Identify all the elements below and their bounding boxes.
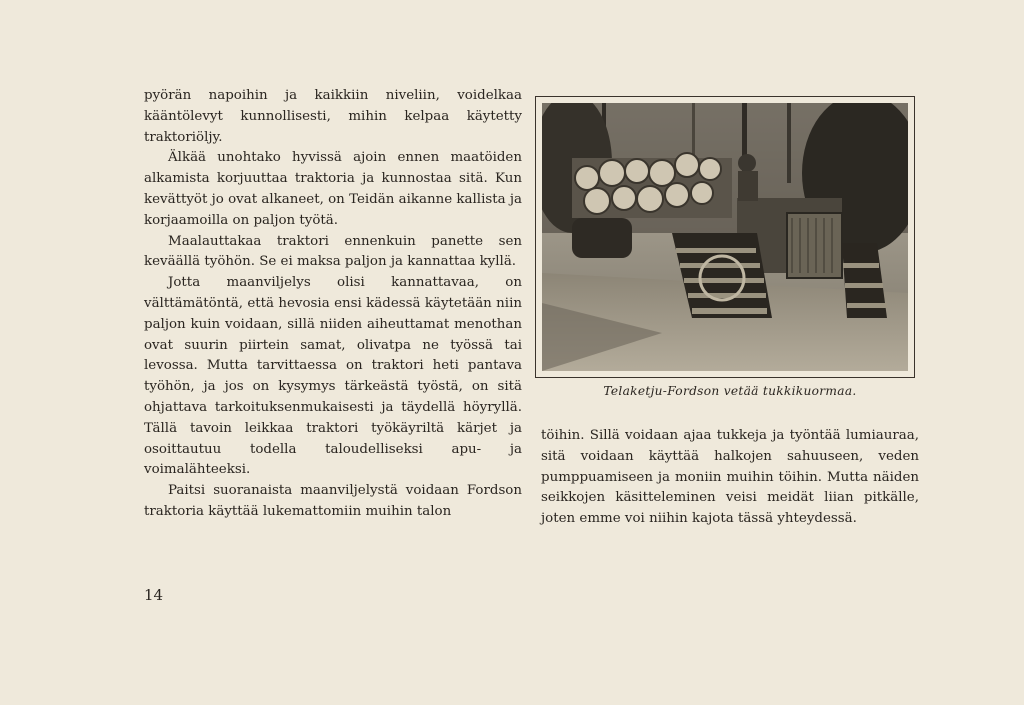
- tractor-illustration: [542, 103, 908, 371]
- paragraph-3: Maalauttakaa traktori ennenkuin panette sen keväällä työhön. Se ei maksa paljon ja kannattaa kyllä.: [144, 233, 522, 270]
- page-number: 14: [144, 586, 164, 604]
- paragraph-5: Paitsi suoranaista maanviljelystä voidaan Fordson traktoria käyttää lukemattomiin muihin talon: [144, 483, 522, 519]
- left-text-column: [144, 86, 522, 523]
- photo-caption: Telaketju-Fordson vetää tukkikuormaa.: [603, 384, 857, 398]
- paragraph-2: Älkää unohtako hyvissä ajoin ennen maatöiden alkamista korjuuttaa traktoria ja kunnostaa sitä. Kun kevättyöt jo ovat alkaneet, on Teidän aikanne kallista ja korjaamoilla on paljon työtä.: [144, 150, 522, 228]
- paragraph-4: Jotta maanviljelys olisi kannattavaa, on välttämätöntä, että hevosia ensi kädessä käytetään niin paljon kuin voidaan, sillä niiden aiheuttamat menothan ovat suurin piirtein samat, olivatpa ne työssä tai levossa. Mutta tarvittaessa on traktori heti pantava työhön, ja jos on kysymys tärkeästä työstä, on sitä ohjattava tarkoituksenmukaisesti ja täydellä höyryllä. Tällä tavoin leikkaa traktori työkäyriltä kärjet ja osoittautuu todella taloudelliseksi apu- ja voimalähteeksi.: [144, 275, 522, 478]
- right-text-column: [541, 426, 919, 530]
- paragraph-1: pyörän napoihin ja kaikkiin niveliin, voidelkaa kääntölevyt kunnollisesti, mihin kelpaa käytetty traktoriöljy.: [144, 88, 522, 145]
- tractor-photo: [542, 103, 908, 371]
- photo-frame: [535, 96, 915, 378]
- paragraph-right: töihin. Sillä voidaan ajaa tukkeja ja työntää lumiauraa, sitä voidaan käyttää halkojen sahuuseen, veden pumppuamiseen ja moniin muihin töihin. Mutta näiden seikkojen käsitteleminen veisi meidät liian pitkälle, joten emme voi niihin kajota tässä yhteydessä.: [541, 428, 919, 527]
